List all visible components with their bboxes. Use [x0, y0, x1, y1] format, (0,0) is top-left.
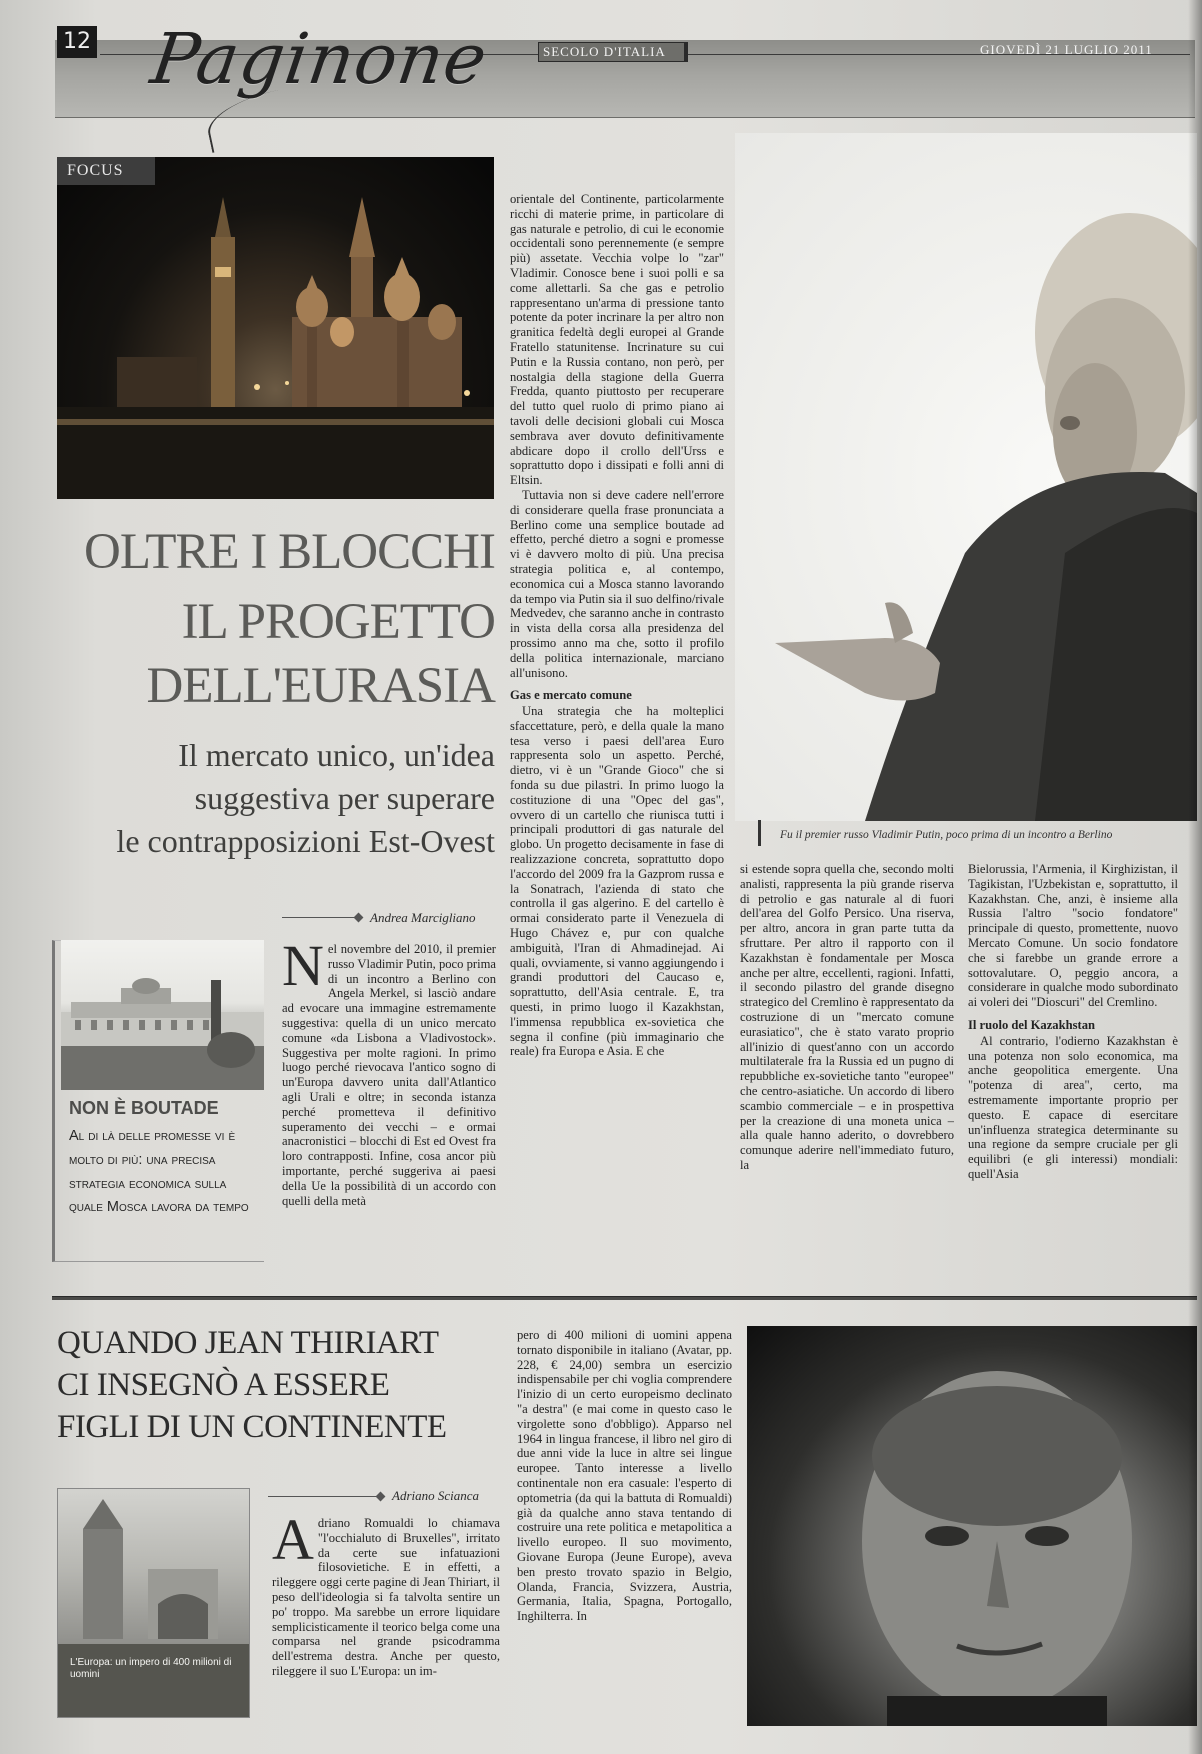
- kremlin-palace-photo: [61, 940, 264, 1090]
- focus-article-col4-para-1: Bielorussia, l'Armenia, il Kirghizistan, il Tagikistan, l'Uzbekistan e, soprattutto, il Kazakhstan. Che, anzi, è insieme alla Russia l'altro "socio fondatore" principale di questo, promettente, nuovo Mercato Comune. Un socio fondatore che si farebbe un grande errore a sottovalutare. O, peggio ancora, a considerare in qualche modo subordinato ai voleri dei "Dioscuri" del Cremlino.: [968, 862, 1178, 1010]
- focus-tag: FOCUS: [57, 157, 155, 185]
- subheadline-line-3: le contrapposizioni Est-Ovest: [116, 823, 495, 859]
- thiriart-headline-line-3: FIGLI DI UN CONTINENTE: [57, 1409, 447, 1445]
- focus-article-col2-para-2: Tuttavia non si deve cadere nell'errore di considerare quella frase pronunciata a Berlino come una semplice boutade ad effetto, perché dietro a sogni e promesse vi è davvero molto di più. Una precisa strategia politica e, al contempo, economica cui a Mosca stanno lavorando da tempo via Putin sia il suo delfino/rivale Medvedev, che saranno anche in contrasto in vista della corsa alla presidenza del prossimo anno ma che, sotto il profilo della politica internazionale, marciano all'unisono.: [510, 487, 724, 680]
- thiriart-article-column-2: [517, 1328, 732, 1720]
- dateline: GIOVEDÌ 21 LUGLIO 2011: [980, 42, 1153, 57]
- focus-article-column-1: [282, 942, 496, 1264]
- thiriart-byline-rule: [268, 1496, 378, 1497]
- thiriart-portrait-illustration: [747, 1326, 1197, 1726]
- focus-article-column-3: [740, 862, 954, 1264]
- focus-article-col2-para-3: Una strategia che ha molteplici sfaccettature, però, e della quale la mano tesa verso i paesi dell'area Euro rappresenta solo un aspetto. Perché, dietro, vi è un "Grande Gioco" che si fonda su due pilastri. In primo luogo la costituzione di una "Opec del gas", ovvero di un cartello che riunisca tutti i principali produttori di gas naturale del globo. Un progetto decisamente in fase di realizzazione concreta, soprattutto dopo l'accordo del 2009 fra la Gazprom russa e la Sonatrach, l'azienda di stato che controlla il gas algerino. E del cartello è ormai considerato parte il Venezuela di Hugo Chávez e, pur con qualche ambiguità, l'Iran di Ahmadinejad. Ai quali, ovviamente, si vanno aggiungendo i grandi produttori del Caucaso e, soprattutto, dell'Asia centrale. E, tra questi, in primo luogo il Kazakhstan, l'immensa repubblica ex-sovietica che segna il confine (più immaginario che reale) fra Europa e Asia. E che: [510, 704, 724, 1059]
- subheadline-line-2: suggestiva per superare: [194, 780, 495, 816]
- byline: Andrea Marcigliano: [370, 910, 476, 925]
- thiriart-dropcap: A: [272, 1516, 314, 1572]
- focus-article-dropcap: N: [282, 942, 324, 998]
- focus-article-subhead-kazakhstan: Il ruolo del Kazakhstan: [968, 1017, 1096, 1032]
- moscow-skyline-illustration: [57, 157, 494, 499]
- merkel-portrait-illustration: [735, 133, 1197, 821]
- masthead: SECOLO D'ITALIA: [538, 42, 688, 62]
- thiriart-article-column-1: [272, 1516, 500, 1720]
- thiriart-byline: Adriano Scianca: [392, 1488, 480, 1503]
- thiriart-headline-line-1: QUANDO JEAN THIRIART: [57, 1325, 439, 1361]
- sidebar-body: Al di là delle promesse vi è molto di più: una precisa strategia economica sulla quale Mosca lavora da tempo: [69, 1128, 249, 1216]
- photo-caption: Fu il premier russo Vladimir Putin, poco prima di un incontro a Berlino: [780, 829, 1113, 841]
- book-cover-title: L'Europa: un impero di 400 milioni di uomini: [70, 1657, 232, 1680]
- caption-marker: [758, 820, 761, 846]
- focus-article-col4-para-2: Al contrario, l'odierno Kazakhstan è una potenza non solo economica, ma anche geopolitica emergente. Una "potenza di area", certo, ma estremamente importante proprio per questo. E capace di esercitare un'influenza strategica determinante su una regione da sempre cruciale per gli equilibri (e gli interessi) mondiali: quell'Asia: [968, 1033, 1178, 1181]
- byline-rule: [282, 917, 357, 918]
- book-cover-illustration: [58, 1489, 250, 1718]
- focus-article-col3-text: si estende sopra quella che, secondo molti analisti, rappresenta la più grande riserva di petrolio e gas naturale al di fuori dell'area del Golfo Persico. Una riserva, per altro, ancora in gran parte tutta da sfruttare. Per altro il rapporto con il Kazakhstan è fondamentale per Mosca anche per altre, eccellenti, ragioni. Infatti, il secondo pilastro del grande disegno strategico del Cremlino è rappresentato da costruzione di un "mercato comune eurasiatico", che è stato varato proprio all'inizio di quest'anno con un accordo multilaterale fra la Russia ed un pugno di repubbliche ex-sovietiche tanto "europee" che centro-asiatiche. Un accordo di libero scambio commerciale – e in prospettiva per la creazione di una moneta unica – alla quale hanno aderito, o dovrebbero comunque aderire nell'immediato futuro, la: [740, 862, 954, 1172]
- focus-article-column-4: [968, 862, 1178, 1264]
- article-divider: [52, 1296, 1197, 1300]
- focus-article-col1-text: el novembre del 2010, il premier russo Vladimir Putin, poco prima di un incontro a Berlino con Angela Merkel, si lasciò andare ad evocare una immagine estremamente suggestiva: quella di un unico mercato comune «da Lisbona a Vladivostock». Suggestiva per molte ragioni. In primo luogo perché rievocava l'antico sogno di un'Europa davvero unita dall'Atlantico agli Urali e oltre; in seconda istanza perché prometteva il definitivo superamento dei vecchi – e ormai anacronistici – blocchi di Est ed Ovest fra loro contrapposti. Infine, cosa ancor più importante, perché suggeriva ai paesi della Ue la possibilità di un accordo con quelli della metà: [282, 942, 496, 1208]
- headline-line-2: IL PROGETTO: [181, 594, 495, 650]
- thiriart-col1-text: driano Romualdi lo chiamava "l'occhialuto di Bruxelles", irritato da certe sue infatuazioni filosovietiche. E in effetti, a rileggere oggi certe pagine di Jean Thiriart, il peso dell'ideologia si fa talvolta sentire un po' troppo. Ma sarebbe un errore liquidare semplicisticamente il teorico belga come una comparsa nel grande psicodramma dell'estrema destra. Anche per questo, rileggere il suo L'Europa: un im-: [272, 1516, 500, 1678]
- page-number: 12: [57, 26, 97, 58]
- focus-article-subhead-gas: Gas e mercato comune: [510, 688, 632, 703]
- book-cover-photo: [57, 1488, 250, 1718]
- merkel-photo: [735, 133, 1197, 821]
- thiriart-col2-text: pero di 400 milioni di uomini appena tornato disponibile in italiano (Avatar, pp. 228, € 24,00) sembra un esercizio indispensabile per chi voglia comprendere l'inizio di un certo europeismo declinato "a destra" (e mai come in questo caso le virgolette sono d'obbligo). Apparso nel 1964 in lingua francese, il libro nel giro di due anni vide la luce in altre sei lingue europee. Tanto interesse a livello continentale non era casuale: l'esperto di optometria (da qui la battuta di Romualdi) già da qualche anno stava tentando di costruire una rete politica e metapolitica a livello europeo. Il suo movimento, Giovane Europa (Jeune Europe), aveva ben presto trovato spazio in Belgio, Olanda, Francia, Svizzera, Austria, Germania, Italia, Spagna, Portogallo, Inghilterra. In: [517, 1328, 732, 1624]
- thiriart-byline-ornament: [376, 1492, 386, 1502]
- focus-article-col2-para-1: orientale del Continente, particolarmente ricchi di materie prime, in particolare di gas naturale e petrolio, di cui le economie occidentali sono perennemente (e sempre più) assetate. Vecchia volpe lo "zar" Vladimir. Conosce bene i suoi polli e sa come allettarli. Sa che gas e petrolio rappresentano un'arma di pressione tanto potente da poter incrinare la per altro non granitica fedeltà degli europei al Grande Fratello statunitense. Incrinature su cui Putin e la Russia contano, non però, per nostalgia della stagione della Guerra Fredda, quanto piuttosto per recuperare del tutto quel ruolo di primo piano ai tavoli delle decisioni globali cui Mosca sembrava aver dovuto definitivamente abdicare dopo il crollo dell'Urss e soprattutto dopo i dissipati e folli anni di Eltsin.: [510, 192, 724, 488]
- kremlin-palace-illustration: [61, 940, 264, 1090]
- moscow-night-photo: [57, 157, 494, 499]
- headline-line-3: DELL'EURASIA: [146, 658, 495, 714]
- focus-article-column-2: [510, 192, 724, 1264]
- byline-ornament: [354, 913, 364, 923]
- thiriart-portrait-photo: [747, 1326, 1197, 1726]
- section-title: Paginone: [146, 18, 493, 100]
- headline-line-1: OLTRE I BLOCCHI: [84, 524, 495, 580]
- sidebar-title: NON È BOUTADE: [69, 1098, 219, 1118]
- subheadline-line-1: Il mercato unico, un'idea: [178, 737, 495, 773]
- thiriart-headline: [57, 1322, 517, 1448]
- thiriart-headline-line-2: CI INSEGNÒ A ESSERE: [57, 1367, 390, 1403]
